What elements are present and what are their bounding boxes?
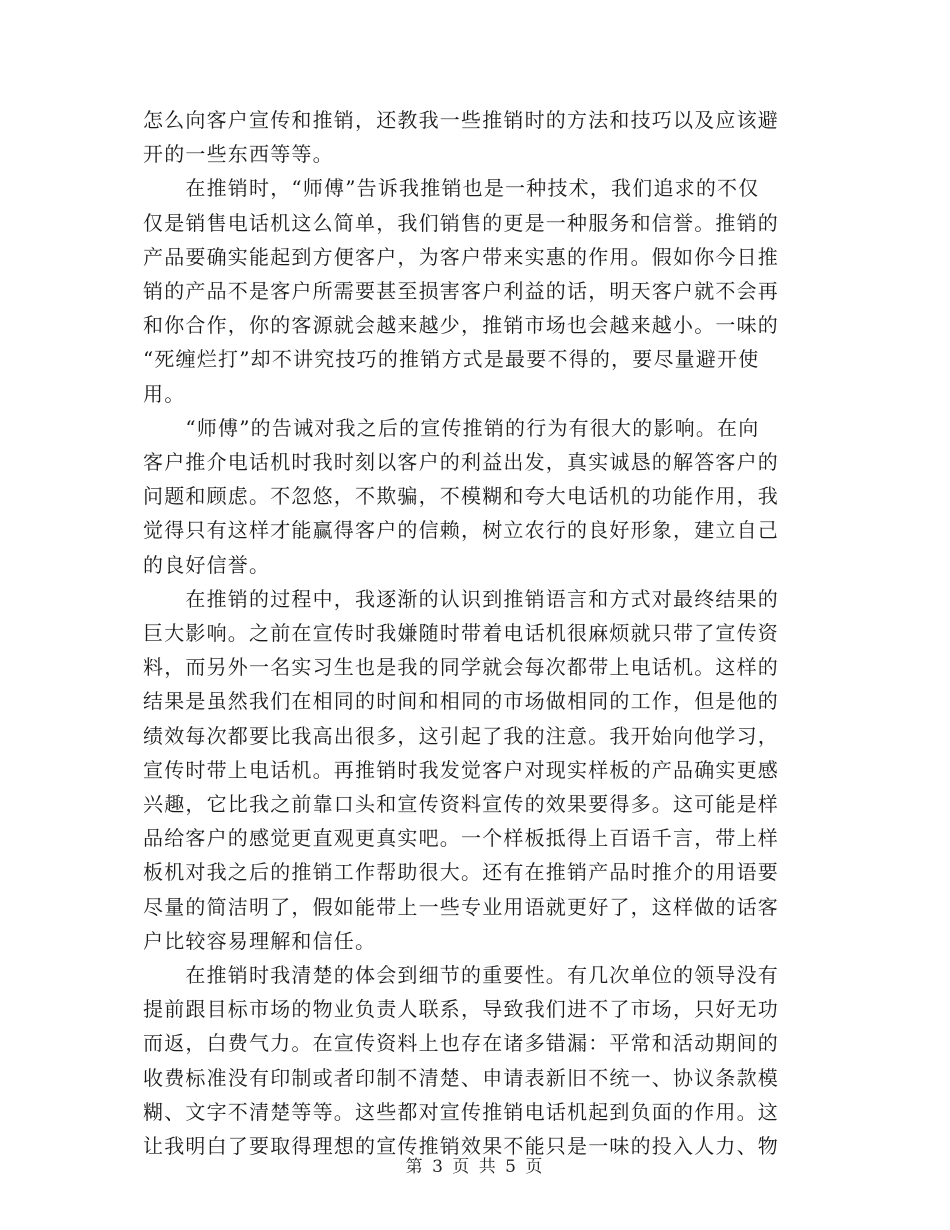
paragraph: 在推销时，“师傅”告诉我推销也是一种技术，我们追求的不仅 仅是销售电话机这么简单，我们销售的更是一种服务和信誉。推销的 产品要确实能起到方便客户，为客户带来实惠的作用。假如你今日推 销的产品不是客户所需要甚至损害客户利益的话，明天客户就不会再 和你合作，你的客源就会越来越少，推销市场也会越来越小。一味的 “死缠烂打”却不讲究技巧的推销方式是最要不得的，要尽量避开使 用。: [143, 176, 779, 406]
paragraph: 在推销的过程中，我逐渐的认识到推销语言和方式对最终结果的 巨大影响。之前在宣传时我嫌随时带着电话机很麻烦就只带了宣传资 料，而另外一名实习生也是我的同学就会每次都带上电话机。这样的 结果是虽然我们在相同的时间和相同的市场做相同的工作，但是他的 绩效每次都要比我高出很多，这引起了我的注意。我开始向他学习， 宣传时带上电话机。再推销时我发觉客户对现实样板的产品确实更感 兴趣，它比我之前靠口头和宣传资料宣传的效果要得多。这可能是样 品给客户的感觉更直观更真实吧。一个样板抵得上百语千言，带上样 板机对我之后的推销工作帮助很大。还有在推销产品时推介的用语要 尽量的简洁明了，假如能带上一些专业用语就更好了，这样做的话客 户比较容易理解和信任。: [143, 586, 779, 953]
paragraph: “师傅”的告诫对我之后的宣传推销的行为有很大的影响。在向 客户推介电话机时我时刻以客户的利益出发，真实诚恳的解答客户的 问题和顾虑。不忽悠，不欺骗，不模糊和夸大电话机的功能作用，我 觉得只有这样才能赢得客户的信赖，树立农行的良好形象，建立自己 的良好信誉。: [143, 415, 779, 577]
paragraph: 怎么向客户宣传和推销，还教我一些推销时的方法和技巧以及应该避 开的一些东西等等。: [143, 108, 779, 167]
body-text: [143, 103, 805, 1163]
page-footer: 第 3 页 共 5 页: [405, 1157, 545, 1177]
paragraph: 在推销时我清楚的体会到细节的重要性。有几次单位的领导没有 提前跟目标市场的物业负责人联系，导致我们进不了市场，只好无功 而返，白费气力。在宣传资料上也存在诸多错漏：平常和活动期间的 收费标准没有印制或者印制不清楚、申请表新旧不统一、协议条款模 糊、文字不清楚等等。这些都对宣传推销电话机起到负面的作用。这 让我明白了要取得理想的宣传推销效果不能只是一味的投入人力、物: [143, 963, 779, 1159]
